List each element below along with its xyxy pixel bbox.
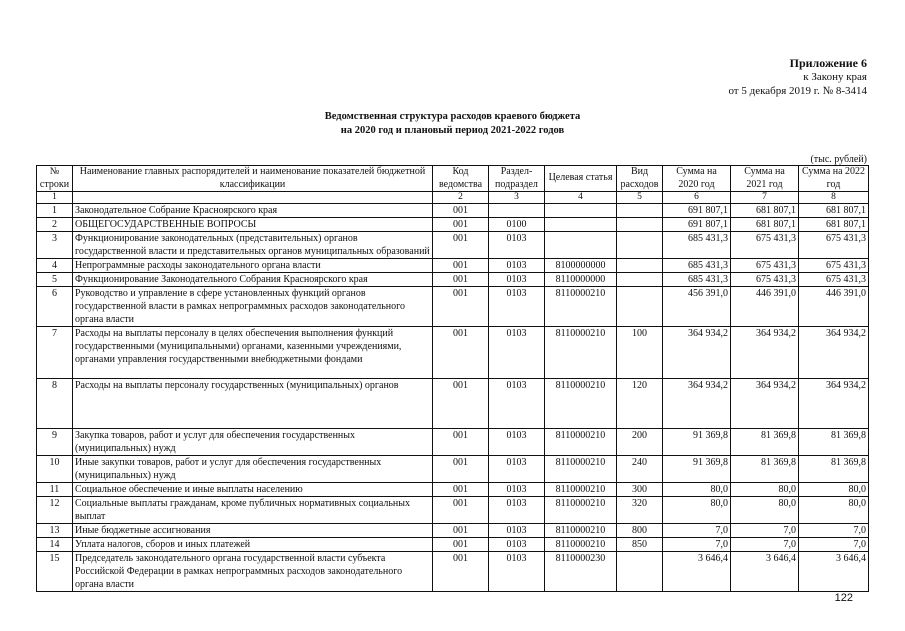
cell-target-article: 8100000000 <box>545 259 617 273</box>
header-sum-2021: Сумма на 2021 год <box>731 166 799 192</box>
table-row <box>37 429 869 456</box>
cell-expense-type <box>617 218 663 232</box>
cell-target-article: 8110000210 <box>545 327 617 379</box>
cell-dept-code: 001 <box>433 327 489 379</box>
cell-dept-code: 001 <box>433 524 489 538</box>
cell-sum-2021: 7,0 <box>731 524 799 538</box>
cell-sum-2022: 81 369,8 <box>799 429 869 456</box>
cell-section: 0103 <box>489 429 545 456</box>
cell-section: 0103 <box>489 524 545 538</box>
cell-sum-2020: 364 934,2 <box>663 327 731 379</box>
cell-expense-type: 200 <box>617 429 663 456</box>
table-row <box>37 497 869 524</box>
cell-sum-2021: 81 369,8 <box>731 429 799 456</box>
header-sum-2022: Сумма на 2022 год <box>799 166 869 192</box>
cell-name: Иные закупки товаров, работ и услуг для обеспечения государственных (муниципальных) нужд <box>73 456 433 483</box>
cell-sum-2021: 681 807,1 <box>731 204 799 218</box>
cell-expense-type: 100 <box>617 327 663 379</box>
cell-expense-type: 240 <box>617 456 663 483</box>
column-number-row <box>37 192 869 204</box>
cell-name: Функционирование законодательных (представительных) органов государственной власти и представительных органов муниципальных образований <box>73 232 433 259</box>
page-number: 122 <box>834 592 853 604</box>
cell-sum-2021: 675 431,3 <box>731 273 799 287</box>
cell-sum-2022: 675 431,3 <box>799 232 869 259</box>
cell-sum-2020: 80,0 <box>663 483 731 497</box>
cell-expense-type: 320 <box>617 497 663 524</box>
cell-row-number: 11 <box>37 483 73 497</box>
cell-dept-code: 001 <box>433 259 489 273</box>
cell-expense-type: 120 <box>617 379 663 429</box>
cell-sum-2020: 691 807,1 <box>663 204 731 218</box>
cell-row-number: 2 <box>37 218 73 232</box>
cell-target-article: 8110000210 <box>545 456 617 483</box>
cell-sum-2021: 446 391,0 <box>731 287 799 327</box>
cell-target-article: 8110000210 <box>545 538 617 552</box>
table-row <box>37 232 869 259</box>
cell-sum-2022: 364 934,2 <box>799 379 869 429</box>
header-sum-2020: Сумма на 2020 год <box>663 166 731 192</box>
appendix-block <box>728 56 867 98</box>
cell-sum-2022: 675 431,3 <box>799 259 869 273</box>
cell-sum-2021: 364 934,2 <box>731 327 799 379</box>
table-row <box>37 538 869 552</box>
cell-sum-2021: 675 431,3 <box>731 232 799 259</box>
cell-sum-2022: 7,0 <box>799 538 869 552</box>
cell-dept-code: 001 <box>433 218 489 232</box>
cell-name: Председатель законодательного органа государственной власти субъекта Российской Федерации в рамках непрограммных расходов законодательного органа власти <box>73 552 433 592</box>
cell-target-article: 8110000210 <box>545 483 617 497</box>
column-number: 1 <box>37 192 73 204</box>
cell-expense-type <box>617 259 663 273</box>
cell-sum-2022: 675 431,3 <box>799 273 869 287</box>
cell-name: Расходы на выплаты персоналу в целях обеспечения выполнения функций государственными (муниципальными) органами, казенными учреждениями, органами управления государственными внебюджетными фондами <box>73 327 433 379</box>
cell-dept-code: 001 <box>433 483 489 497</box>
cell-sum-2022: 3 646,4 <box>799 552 869 592</box>
column-number: 7 <box>731 192 799 204</box>
cell-dept-code: 001 <box>433 232 489 259</box>
cell-expense-type <box>617 204 663 218</box>
cell-section: 0103 <box>489 273 545 287</box>
cell-section: 0103 <box>489 538 545 552</box>
table-header-row <box>37 166 869 192</box>
appendix-title: Приложение 6 <box>789 56 867 70</box>
cell-row-number: 8 <box>37 379 73 429</box>
cell-expense-type <box>617 232 663 259</box>
cell-name: Уплата налогов, сборов и иных платежей <box>73 538 433 552</box>
cell-sum-2022: 681 807,1 <box>799 218 869 232</box>
cell-row-number: 15 <box>37 552 73 592</box>
cell-target-article <box>545 232 617 259</box>
cell-name: Закупка товаров, работ и услуг для обеспечения государственных (муниципальных) нужд <box>73 429 433 456</box>
cell-dept-code: 001 <box>433 204 489 218</box>
cell-row-number: 7 <box>37 327 73 379</box>
cell-row-number: 14 <box>37 538 73 552</box>
cell-target-article: 8110000210 <box>545 429 617 456</box>
cell-section: 0103 <box>489 287 545 327</box>
cell-name: Непрограммные расходы законодательного органа власти <box>73 259 433 273</box>
cell-sum-2022: 7,0 <box>799 524 869 538</box>
cell-sum-2021: 675 431,3 <box>731 259 799 273</box>
header-name: Наименование главных распорядителей и наименование показателей бюджетной классификации <box>73 166 433 192</box>
cell-sum-2020: 80,0 <box>663 497 731 524</box>
cell-target-article: 8110000210 <box>545 497 617 524</box>
appendix-line-1: к Закону края <box>803 71 867 83</box>
cell-sum-2022: 81 369,8 <box>799 456 869 483</box>
cell-dept-code: 001 <box>433 379 489 429</box>
cell-sum-2020: 456 391,0 <box>663 287 731 327</box>
cell-name: Социальные выплаты гражданам, кроме публичных нормативных социальных выплат <box>73 497 433 524</box>
table-row <box>37 204 869 218</box>
cell-target-article <box>545 218 617 232</box>
cell-row-number: 5 <box>37 273 73 287</box>
cell-target-article: 8110000000 <box>545 273 617 287</box>
cell-sum-2022: 80,0 <box>799 483 869 497</box>
table-row <box>37 552 869 592</box>
cell-name: ОБЩЕГОСУДАРСТВЕННЫЕ ВОПРОСЫ <box>73 218 433 232</box>
cell-name: Законодательное Собрание Красноярского края <box>73 204 433 218</box>
cell-expense-type: 850 <box>617 538 663 552</box>
cell-row-number: 10 <box>37 456 73 483</box>
cell-row-number: 3 <box>37 232 73 259</box>
cell-sum-2020: 364 934,2 <box>663 379 731 429</box>
header-row-number: № строки <box>37 166 73 192</box>
cell-sum-2020: 691 807,1 <box>663 218 731 232</box>
cell-target-article: 8110000210 <box>545 524 617 538</box>
cell-sum-2021: 3 646,4 <box>731 552 799 592</box>
cell-sum-2020: 3 646,4 <box>663 552 731 592</box>
cell-sum-2020: 685 431,3 <box>663 259 731 273</box>
cell-sum-2022: 80,0 <box>799 497 869 524</box>
cell-sum-2020: 7,0 <box>663 524 731 538</box>
budget-table <box>36 165 869 592</box>
cell-sum-2020: 7,0 <box>663 538 731 552</box>
header-section: Раздел-подраздел <box>489 166 545 192</box>
column-number: 8 <box>799 192 869 204</box>
table-row <box>37 287 869 327</box>
cell-section: 0103 <box>489 232 545 259</box>
cell-section: 0103 <box>489 327 545 379</box>
cell-dept-code: 001 <box>433 287 489 327</box>
cell-sum-2021: 681 807,1 <box>731 218 799 232</box>
header-target-article: Целевая статья <box>545 166 617 192</box>
cell-expense-type: 800 <box>617 524 663 538</box>
table-row <box>37 327 869 379</box>
header-expense-type: Вид расходов <box>617 166 663 192</box>
column-number: 3 <box>489 192 545 204</box>
cell-sum-2022: 446 391,0 <box>799 287 869 327</box>
cell-sum-2021: 81 369,8 <box>731 456 799 483</box>
cell-row-number: 9 <box>37 429 73 456</box>
cell-section: 0103 <box>489 497 545 524</box>
cell-target-article: 8110000230 <box>545 552 617 592</box>
cell-dept-code: 001 <box>433 538 489 552</box>
cell-dept-code: 001 <box>433 273 489 287</box>
units-label: (тыс. рублей) <box>810 154 867 165</box>
cell-name: Руководство и управление в сфере установленных функций органов государственной власти в рамках непрограммных расходов законодательного органа власти <box>73 287 433 327</box>
cell-sum-2021: 80,0 <box>731 483 799 497</box>
cell-target-article: 8110000210 <box>545 287 617 327</box>
cell-section: 0103 <box>489 259 545 273</box>
cell-row-number: 1 <box>37 204 73 218</box>
cell-sum-2020: 91 369,8 <box>663 456 731 483</box>
cell-sum-2021: 7,0 <box>731 538 799 552</box>
table-row <box>37 483 869 497</box>
table-row <box>37 273 869 287</box>
document-title <box>0 110 905 138</box>
cell-dept-code: 001 <box>433 497 489 524</box>
cell-expense-type <box>617 552 663 592</box>
cell-section: 0103 <box>489 379 545 429</box>
cell-row-number: 13 <box>37 524 73 538</box>
column-number: 4 <box>545 192 617 204</box>
table-row <box>37 524 869 538</box>
cell-dept-code: 001 <box>433 552 489 592</box>
cell-target-article: 8110000210 <box>545 379 617 429</box>
cell-row-number: 4 <box>37 259 73 273</box>
document-title-line-1: Ведомственная структура расходов краевого бюджета <box>324 111 581 122</box>
cell-dept-code: 001 <box>433 456 489 483</box>
cell-row-number: 12 <box>37 497 73 524</box>
cell-section: 0103 <box>489 456 545 483</box>
cell-sum-2020: 685 431,3 <box>663 232 731 259</box>
cell-section: 0103 <box>489 552 545 592</box>
cell-target-article <box>545 204 617 218</box>
cell-name: Расходы на выплаты персоналу государственных (муниципальных) органов <box>73 379 433 429</box>
header-dept-code: Код ведомства <box>433 166 489 192</box>
document-title-line-2: на 2020 год и плановый период 2021-2022 годов <box>340 125 565 136</box>
cell-sum-2020: 91 369,8 <box>663 429 731 456</box>
cell-row-number: 6 <box>37 287 73 327</box>
cell-dept-code: 001 <box>433 429 489 456</box>
appendix-line-2: от 5 декабря 2019 г. № 8-3414 <box>728 85 867 97</box>
column-number: 2 <box>433 192 489 204</box>
cell-sum-2022: 364 934,2 <box>799 327 869 379</box>
cell-sum-2021: 80,0 <box>731 497 799 524</box>
cell-expense-type <box>617 287 663 327</box>
table-row <box>37 259 869 273</box>
cell-expense-type: 300 <box>617 483 663 497</box>
column-number: 6 <box>663 192 731 204</box>
cell-expense-type <box>617 273 663 287</box>
cell-name: Социальное обеспечение и иные выплаты населению <box>73 483 433 497</box>
cell-section: 0100 <box>489 218 545 232</box>
cell-sum-2022: 681 807,1 <box>799 204 869 218</box>
table-row <box>37 218 869 232</box>
table-row <box>37 379 869 429</box>
cell-section <box>489 204 545 218</box>
cell-name: Иные бюджетные ассигнования <box>73 524 433 538</box>
table-row <box>37 456 869 483</box>
cell-section: 0103 <box>489 483 545 497</box>
cell-sum-2021: 364 934,2 <box>731 379 799 429</box>
column-number: 5 <box>617 192 663 204</box>
cell-sum-2020: 685 431,3 <box>663 273 731 287</box>
cell-name: Функционирование Законодательного Собрания Красноярского края <box>73 273 433 287</box>
